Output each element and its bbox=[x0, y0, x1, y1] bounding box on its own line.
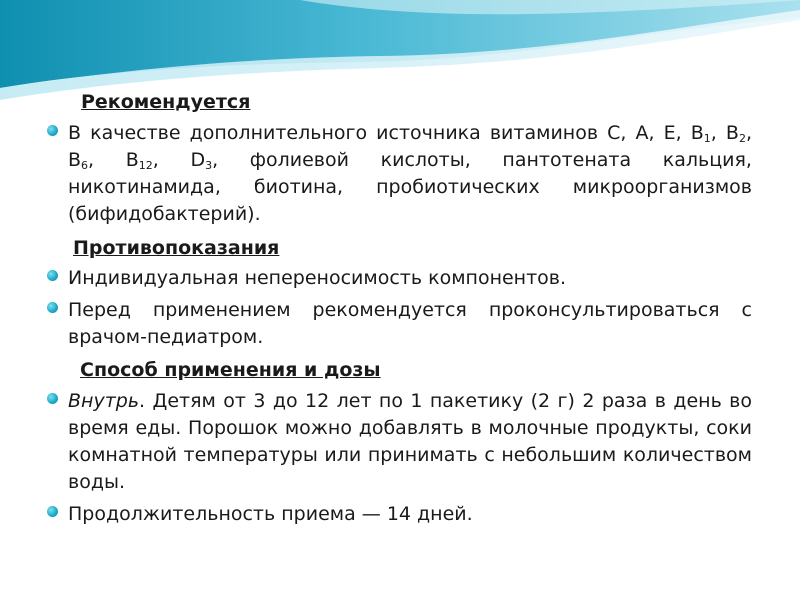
list-item bbox=[46, 120, 752, 228]
usage-italic: Внутрь bbox=[68, 390, 140, 412]
bullet-icon bbox=[47, 125, 58, 136]
slide-content bbox=[46, 88, 752, 528]
contraindication-text: Индивидуальная непереносимость компонентов. bbox=[68, 267, 567, 289]
list-item bbox=[46, 265, 752, 292]
wave-banner bbox=[0, 0, 800, 100]
text-run: , фолиевой кислоты, пантотената кальция, никотинамида, биотина, пробиотических микроорганизмов (бифидобактерий). bbox=[68, 149, 752, 225]
bullet-icon bbox=[47, 393, 58, 404]
list-item bbox=[46, 501, 752, 528]
text-run: , В bbox=[88, 149, 139, 171]
subscript: 1 bbox=[703, 132, 711, 145]
usage-text bbox=[68, 388, 752, 496]
bullet-icon bbox=[47, 270, 58, 281]
consultation-text: Перед применением рекомендуется проконсультироваться с врачом-педиатром. bbox=[68, 299, 752, 348]
text-run: В качестве дополнительного источника витаминов С, А, Е, В bbox=[68, 122, 704, 144]
recommendation-text bbox=[68, 120, 752, 228]
heading-recommended: Рекомендуется bbox=[81, 91, 251, 113]
subscript: 3 bbox=[205, 159, 213, 172]
subscript: 12 bbox=[138, 159, 153, 172]
bullet-icon bbox=[47, 302, 58, 313]
heading-contraindications: Противопоказания bbox=[73, 237, 280, 259]
heading-usage-dosage: Способ применения и дозы bbox=[80, 359, 381, 381]
subscript: 2 bbox=[738, 132, 746, 145]
list-item bbox=[46, 297, 752, 351]
list-item bbox=[46, 388, 752, 496]
text-run: , D bbox=[152, 149, 206, 171]
subscript: 6 bbox=[81, 159, 89, 172]
bullet-icon bbox=[47, 506, 58, 517]
usage-rest: . Детям от 3 до 12 лет по 1 пакетику (2 г) 2 раза в день во время еды. Порошок можно добавлять в молочные продукты, соки комнатной температуры или принимать с небольшим количеством воды. bbox=[68, 390, 752, 493]
duration-text: Продолжительность приема — 14 дней. bbox=[68, 503, 473, 525]
text-run: , В bbox=[710, 122, 739, 144]
text-run: , В bbox=[68, 122, 752, 171]
